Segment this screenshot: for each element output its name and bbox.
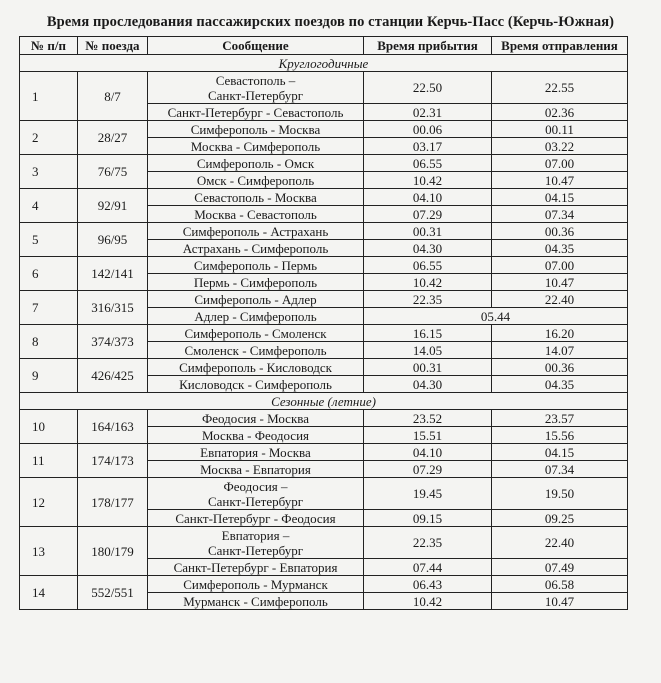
route-cell: Москва - Евпатория <box>148 461 364 478</box>
arrival-time: 07.44 <box>364 559 492 576</box>
arrival-time: 23.52 <box>364 410 492 427</box>
departure-time: 04.15 <box>492 444 628 461</box>
route-cell: Симферополь - Смоленск <box>148 325 364 342</box>
route-text: Санкт-Петербург <box>207 493 304 509</box>
section-row <box>20 393 628 410</box>
departure-time: 16.20 <box>492 325 628 342</box>
departure-time: 14.07 <box>492 342 628 359</box>
route-cell: Омск - Симферополь <box>148 172 364 189</box>
arrival-time: 00.31 <box>364 359 492 376</box>
route-text: Санкт-Петербург <box>207 87 304 103</box>
arrival-time: 04.10 <box>364 444 492 461</box>
departure-time: 07.34 <box>492 461 628 478</box>
row-index: 3 <box>20 155 78 189</box>
arrival-time: 09.15 <box>364 510 492 527</box>
train-number: 374/373 <box>78 325 148 359</box>
departure-time: 00.36 <box>492 223 628 240</box>
arrival-time: 22.50 <box>364 72 492 104</box>
departure-time: 04.35 <box>492 240 628 257</box>
table-row <box>20 410 628 427</box>
train-number: 180/179 <box>78 527 148 576</box>
departure-time: 22.40 <box>492 527 628 559</box>
col-header-index: № п/п <box>20 37 78 55</box>
route-cell: Москва - Севастополь <box>148 206 364 223</box>
departure-time: 15.56 <box>492 427 628 444</box>
arrival-time: 04.30 <box>364 376 492 393</box>
row-index: 8 <box>20 325 78 359</box>
route-cell: Симферополь - Мурманск <box>148 576 364 593</box>
train-number: 76/75 <box>78 155 148 189</box>
train-number: 316/315 <box>78 291 148 325</box>
route-cell: Санкт-Петербург - Феодосия <box>148 510 364 527</box>
route-cell: Севастополь - Москва <box>148 189 364 206</box>
departure-time: 07.00 <box>492 155 628 172</box>
departure-time: 07.49 <box>492 559 628 576</box>
arrival-time: 00.31 <box>364 223 492 240</box>
col-header-train: № поезда <box>78 37 148 55</box>
col-header-departure: Время отправления <box>492 37 628 55</box>
table-row <box>20 155 628 172</box>
train-number: 8/7 <box>78 72 148 121</box>
row-index: 2 <box>20 121 78 155</box>
arrival-time: 10.42 <box>364 172 492 189</box>
departure-time: 07.34 <box>492 206 628 223</box>
route-cell <box>148 527 364 559</box>
row-index: 14 <box>20 576 78 610</box>
train-number: 96/95 <box>78 223 148 257</box>
route-cell: Астрахань - Симферополь <box>148 240 364 257</box>
table-row <box>20 223 628 240</box>
departure-time: 02.36 <box>492 104 628 121</box>
route-text: Санкт-Петербург <box>207 542 304 558</box>
row-index: 10 <box>20 410 78 444</box>
route-cell: Симферополь - Пермь <box>148 257 364 274</box>
route-cell <box>148 72 364 104</box>
route-cell: Москва - Симферополь <box>148 138 364 155</box>
route-cell: Симферополь - Москва <box>148 121 364 138</box>
row-index: 1 <box>20 72 78 121</box>
route-cell: Смоленск - Симферополь <box>148 342 364 359</box>
row-index: 12 <box>20 478 78 527</box>
row-index: 9 <box>20 359 78 393</box>
arrival-time: 15.51 <box>364 427 492 444</box>
route-cell: Симферополь - Омск <box>148 155 364 172</box>
departure-time: 00.36 <box>492 359 628 376</box>
table-row <box>20 444 628 461</box>
table-row <box>20 527 628 559</box>
table-row <box>20 576 628 593</box>
table-row <box>20 359 628 376</box>
departure-time: 10.47 <box>492 172 628 189</box>
section-label: Круглогодичные <box>20 55 628 72</box>
train-number: 426/425 <box>78 359 148 393</box>
departure-time: 10.47 <box>492 593 628 610</box>
table-row <box>20 189 628 206</box>
departure-time: 04.35 <box>492 376 628 393</box>
arrival-time: 04.30 <box>364 240 492 257</box>
departure-time: 22.40 <box>492 291 628 308</box>
section-label: Сезонные (летние) <box>20 393 628 410</box>
route-cell: Феодосия - Москва <box>148 410 364 427</box>
table-row <box>20 257 628 274</box>
table-row <box>20 291 628 308</box>
arrival-time: 07.29 <box>364 461 492 478</box>
table-row <box>20 325 628 342</box>
departure-time: 03.22 <box>492 138 628 155</box>
departure-time: 09.25 <box>492 510 628 527</box>
schedule-table <box>19 36 628 610</box>
route-cell: Санкт-Петербург - Евпатория <box>148 559 364 576</box>
arrival-time: 16.15 <box>364 325 492 342</box>
route-cell: Симферополь - Адлер <box>148 291 364 308</box>
arrival-time: 10.42 <box>364 274 492 291</box>
arrival-time: 19.45 <box>364 478 492 510</box>
arrival-time: 06.55 <box>364 155 492 172</box>
arrival-time: 04.10 <box>364 189 492 206</box>
train-number: 178/177 <box>78 478 148 527</box>
row-index: 4 <box>20 189 78 223</box>
departure-time: 05.44 <box>364 308 628 325</box>
route-text: Феодосия – <box>223 478 288 494</box>
header-row <box>20 37 628 55</box>
table-row <box>20 478 628 510</box>
train-number: 92/91 <box>78 189 148 223</box>
document-title: Время проследования пассажирских поездов по станции Керчь-Пасс (Керчь-Южная) <box>46 14 615 30</box>
departure-time: 04.15 <box>492 189 628 206</box>
col-header-route: Сообщение <box>148 37 364 55</box>
train-number: 164/163 <box>78 410 148 444</box>
row-index: 5 <box>20 223 78 257</box>
route-cell: Кисловодск - Симферополь <box>148 376 364 393</box>
arrival-time: 07.29 <box>364 206 492 223</box>
arrival-time: 06.43 <box>364 576 492 593</box>
arrival-time: 14.05 <box>364 342 492 359</box>
col-header-arrival: Время прибытия <box>364 37 492 55</box>
route-text: Евпатория – <box>221 527 290 543</box>
arrival-time: 22.35 <box>364 527 492 559</box>
arrival-time: 00.06 <box>364 121 492 138</box>
section-row <box>20 55 628 72</box>
train-number: 174/173 <box>78 444 148 478</box>
table-row <box>20 121 628 138</box>
train-number: 28/27 <box>78 121 148 155</box>
route-cell: Москва - Феодосия <box>148 427 364 444</box>
row-index: 11 <box>20 444 78 478</box>
arrival-time: 10.42 <box>364 593 492 610</box>
departure-time: 00.11 <box>492 121 628 138</box>
train-number: 142/141 <box>78 257 148 291</box>
departure-time: 23.57 <box>492 410 628 427</box>
table-row <box>20 72 628 104</box>
departure-time: 10.47 <box>492 274 628 291</box>
row-index: 13 <box>20 527 78 576</box>
row-index: 7 <box>20 291 78 325</box>
route-cell: Евпатория - Москва <box>148 444 364 461</box>
departure-time: 06.58 <box>492 576 628 593</box>
arrival-time: 02.31 <box>364 104 492 121</box>
departure-time: 22.55 <box>492 72 628 104</box>
route-cell: Санкт-Петербург - Севастополь <box>148 104 364 121</box>
route-cell: Пермь - Симферополь <box>148 274 364 291</box>
arrival-time: 22.35 <box>364 291 492 308</box>
train-number: 552/551 <box>78 576 148 610</box>
row-index: 6 <box>20 257 78 291</box>
route-cell: Мурманск - Симферополь <box>148 593 364 610</box>
departure-time: 19.50 <box>492 478 628 510</box>
departure-time: 07.00 <box>492 257 628 274</box>
route-cell: Симферополь - Астрахань <box>148 223 364 240</box>
arrival-time: 03.17 <box>364 138 492 155</box>
route-cell: Адлер - Симферополь <box>148 308 364 325</box>
arrival-time: 06.55 <box>364 257 492 274</box>
route-cell <box>148 478 364 510</box>
route-text: Севастополь – <box>215 72 296 88</box>
route-cell: Симферополь - Кисловодск <box>148 359 364 376</box>
